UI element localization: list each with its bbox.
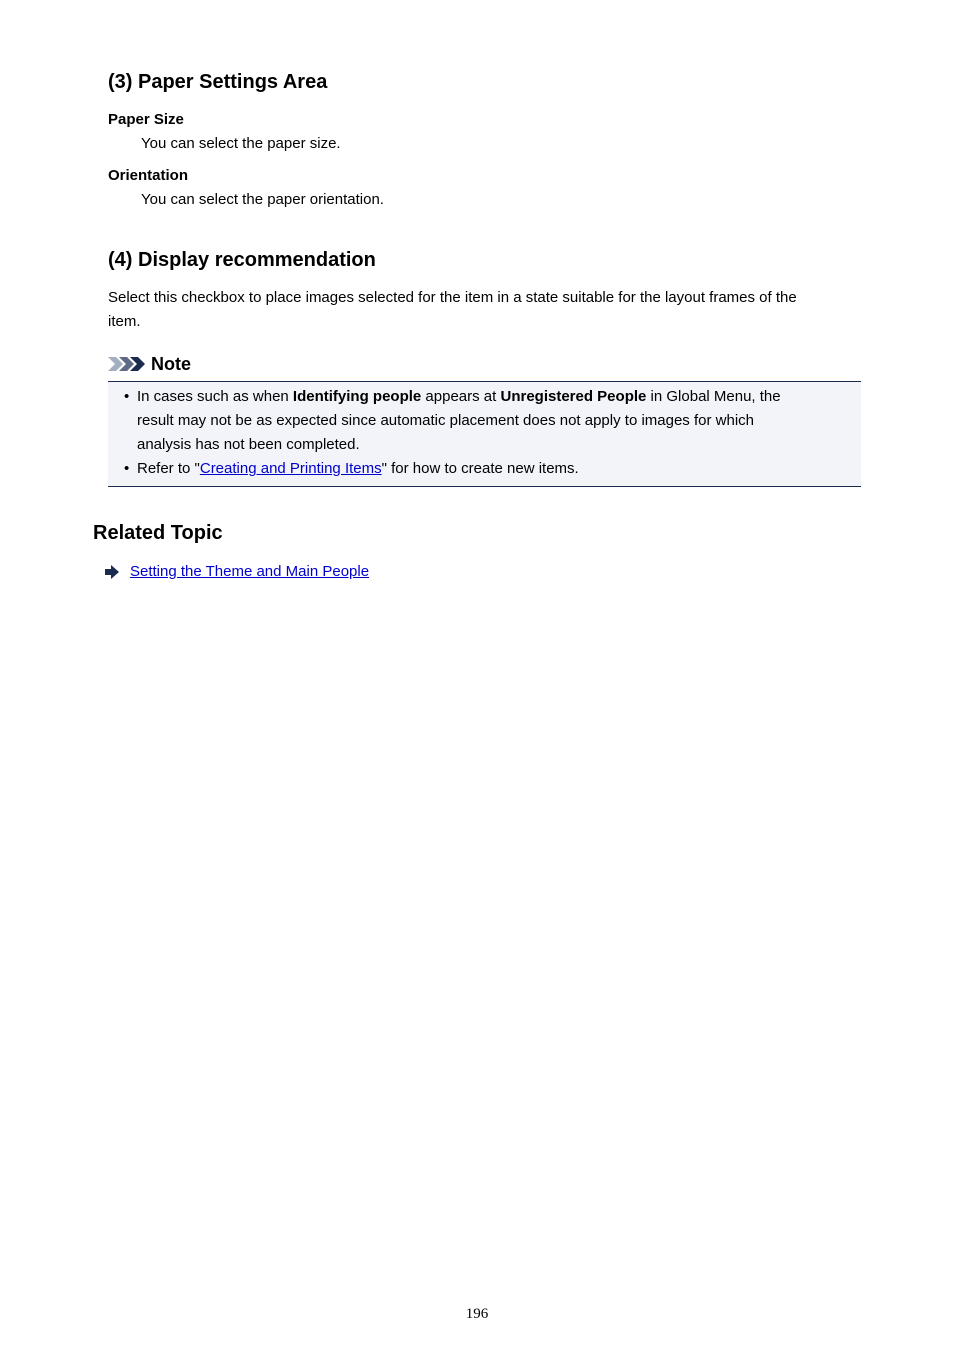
term-paper-size: Paper Size (108, 111, 184, 128)
display-recommendation-paragraph-line-1: Select this checkbox to place images selected for the item in a state suitable for the layout frames of the (108, 289, 797, 306)
bold-term-unregistered-people: Unregistered People (500, 388, 647, 405)
bullet: • (124, 388, 130, 405)
display-recommendation-paragraph-line-2: item. (108, 313, 141, 330)
note-item-text (137, 385, 847, 457)
page-number: 196 (465, 1306, 489, 1322)
bullet: • (124, 460, 130, 477)
bold-term-identifying-people: Identifying people (292, 388, 422, 405)
description-orientation: You can select the paper orientation. (141, 191, 384, 208)
note-text-segment: Refer to " (137, 460, 200, 477)
arrow-right-icon (104, 565, 120, 579)
note-text-segment: appears at (421, 388, 501, 405)
link-creating-and-printing-items[interactable]: Creating and Printing Items (199, 460, 382, 477)
description-paper-size: You can select the paper size. (141, 135, 341, 152)
note-item-line: result may not be as expected since automatic placement does not apply to images for which (137, 412, 754, 429)
section-heading-display-recommendation: (4) Display recommendation (108, 249, 376, 271)
note-chevrons-icon (108, 357, 146, 371)
related-topic-heading: Related Topic (93, 522, 223, 544)
link-setting-the-theme-and-main-people[interactable]: Setting the Theme and Main People (130, 563, 370, 580)
related-topic-item (104, 560, 369, 584)
note-text-segment: " for how to create new items. (381, 460, 579, 477)
note-item-line: analysis has not been completed. (137, 436, 360, 453)
note-label: Note (151, 354, 191, 374)
note-item-line (137, 385, 847, 409)
note-box (108, 381, 861, 487)
note-text-segment: In cases such as when (137, 388, 293, 405)
term-orientation: Orientation (108, 167, 189, 184)
note-item-text (137, 457, 847, 481)
section-heading-paper-settings: (3) Paper Settings Area (108, 71, 328, 93)
note-text-segment: in Global Menu, the (646, 388, 781, 405)
note-header (108, 352, 191, 376)
